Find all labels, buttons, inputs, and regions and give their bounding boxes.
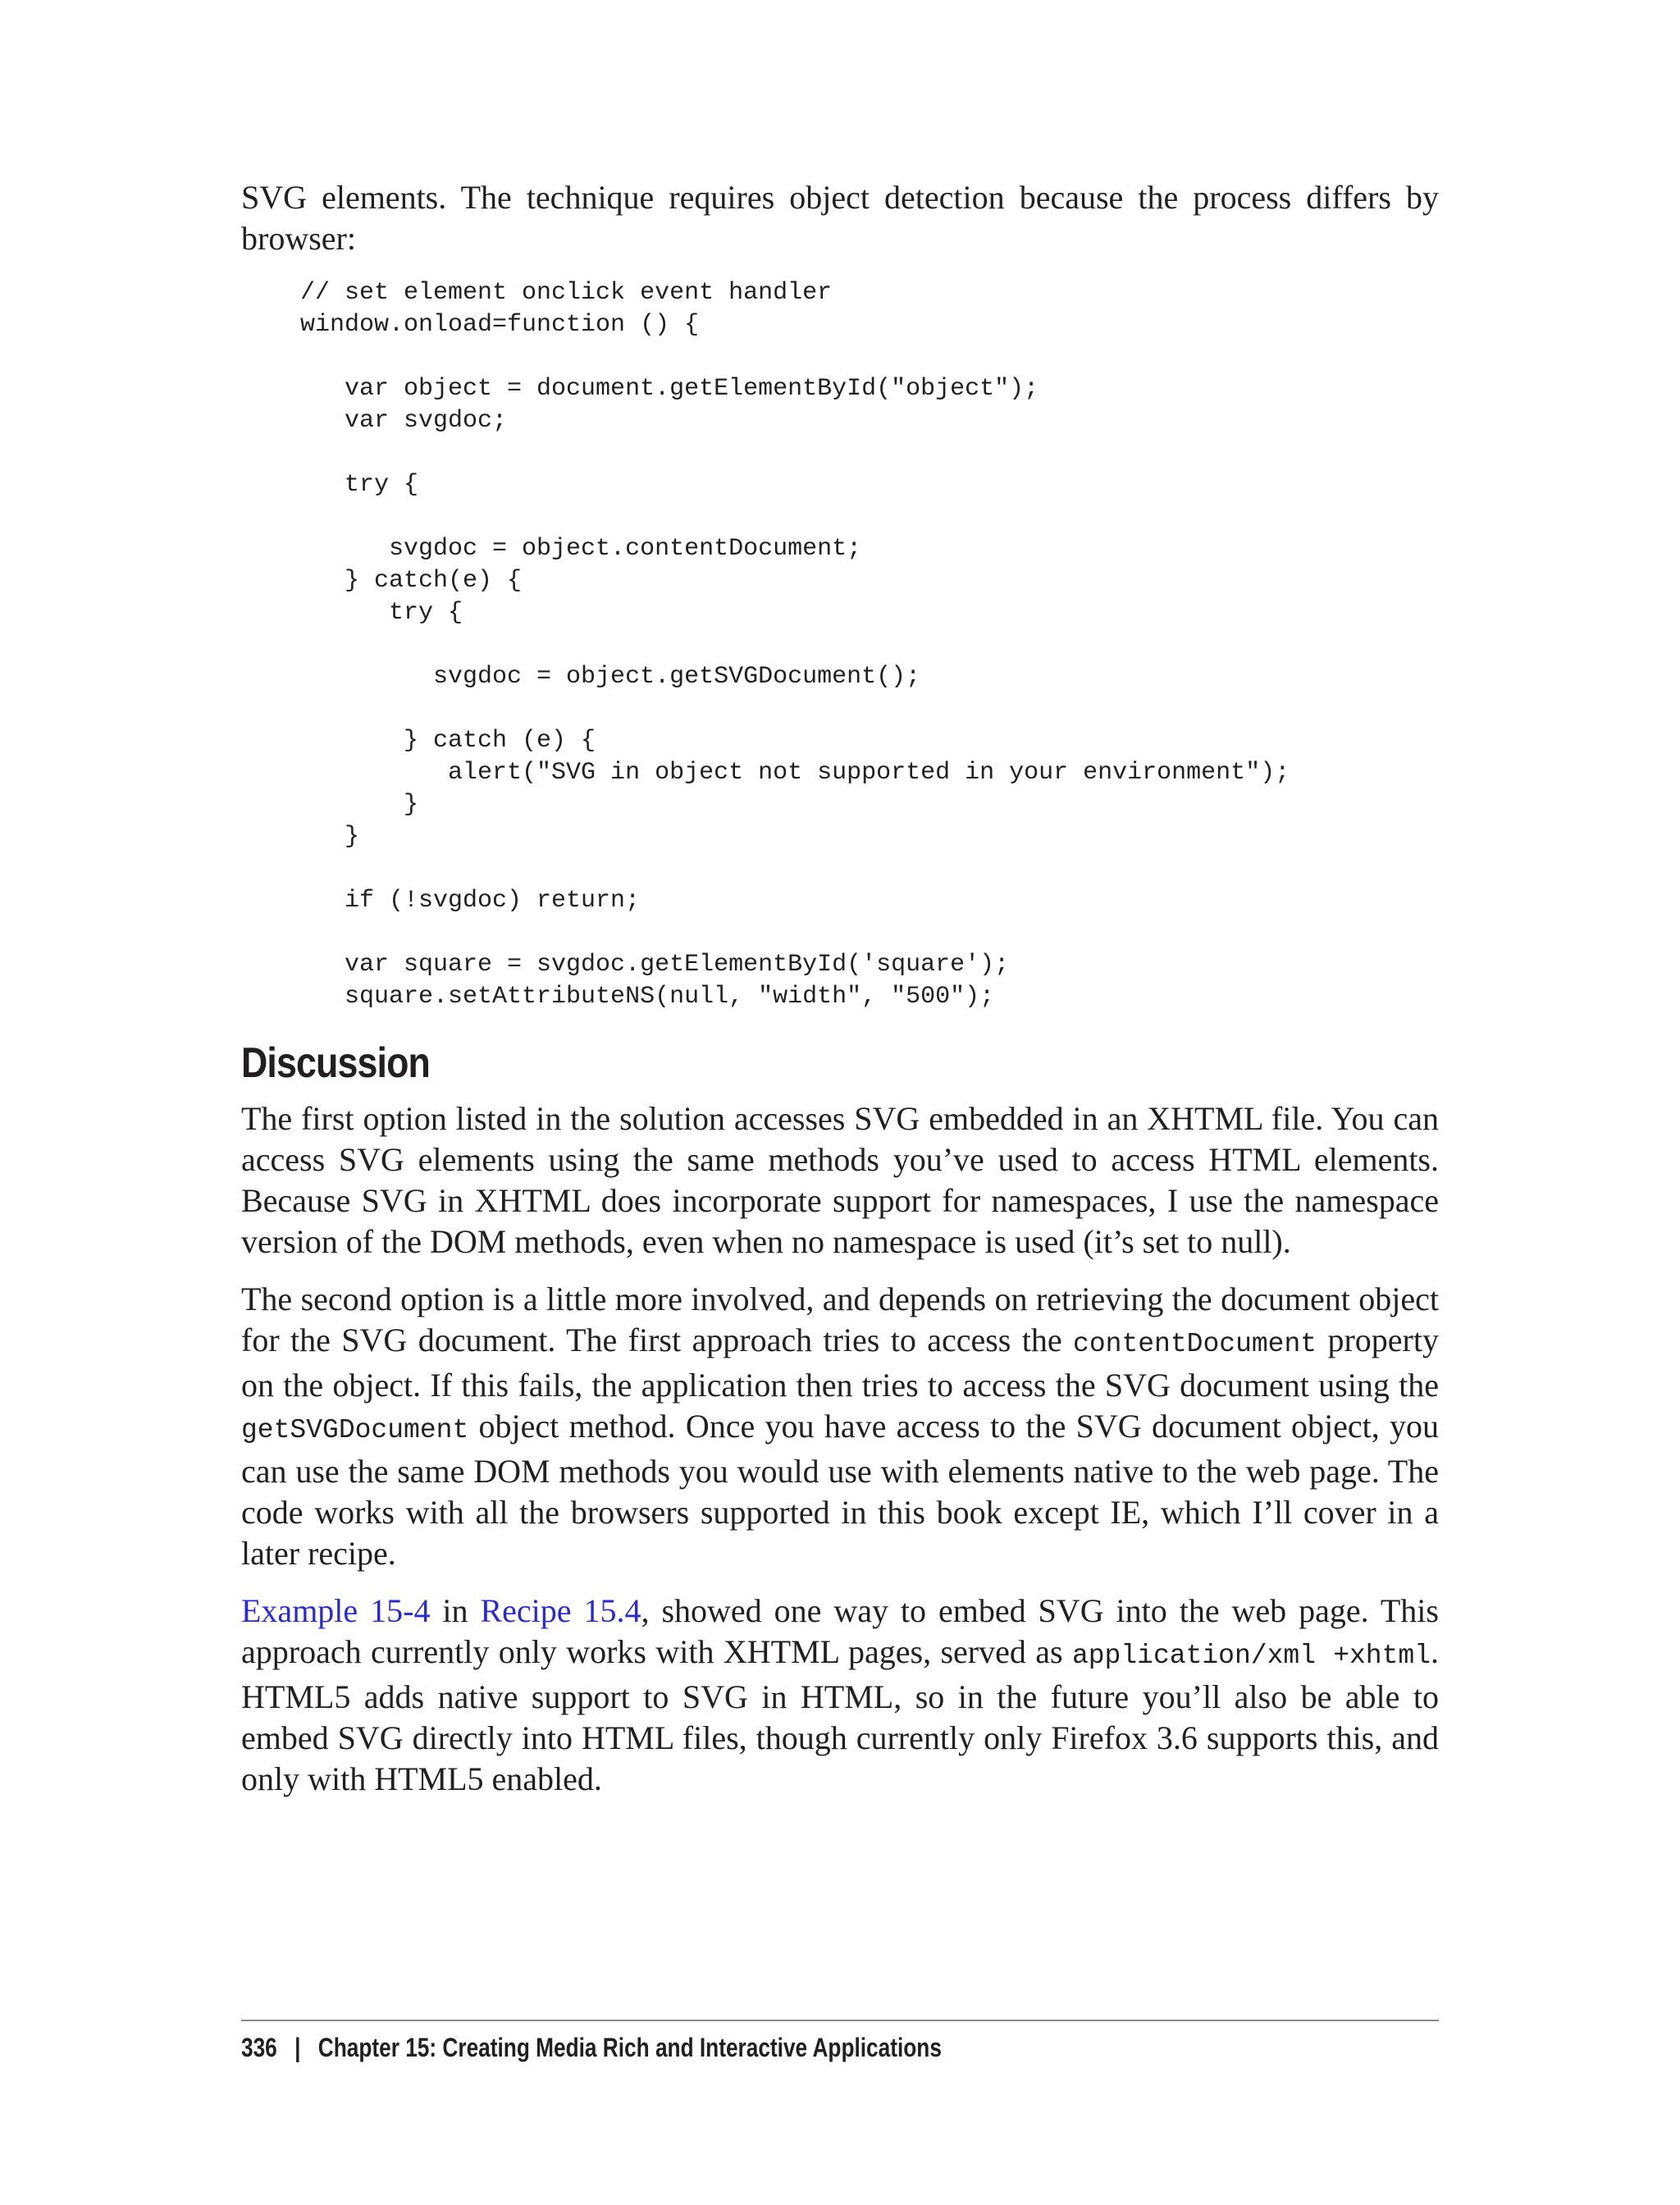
code-line: } — [300, 791, 419, 819]
chapter-title: Chapter 15: Creating Media Rich and Interactive Applications — [317, 2033, 942, 2062]
discussion-paragraph-2 — [241, 1279, 1439, 1574]
inline-code-contentdocument: contentDocument — [1073, 1329, 1317, 1359]
code-line: var svgdoc; — [300, 407, 508, 435]
intro-paragraph: SVG elements. The technique requires object detection because the process differs by browser: — [241, 179, 1439, 257]
code-line — [300, 501, 1439, 533]
inline-code-getsvgdocument: getSVGDocument — [241, 1415, 469, 1445]
code-line: } catch (e) { — [300, 727, 596, 755]
code-line: var object = document.getElementById("object"); — [300, 375, 1039, 403]
code-line: try { — [300, 471, 419, 499]
code-line: window.onload=function () { — [300, 311, 700, 339]
recipe-15-4-link[interactable]: Recipe 15.4 — [480, 1592, 641, 1629]
example-15-4-link[interactable]: Example 15-4 — [241, 1592, 431, 1629]
discussion-paragraph-3 — [241, 1591, 1439, 1800]
code-line — [300, 693, 1439, 725]
code-line: } — [300, 823, 360, 851]
code-line: try { — [300, 599, 463, 627]
code-line: svgdoc = object.getSVGDocument(); — [300, 663, 921, 691]
code-line: alert("SVG in object not supported in your environment"); — [300, 759, 1290, 787]
code-line — [300, 341, 1439, 373]
footer-divider — [241, 2020, 1439, 2021]
code-line — [300, 917, 1439, 949]
page-number: 336 — [241, 2033, 277, 2062]
paragraph-text: The second option is a little more involved, and depends on retrieving the document object for the SVG document. The first approach tries to access the — [241, 1281, 1439, 1358]
code-line: if (!svgdoc) return; — [300, 887, 641, 915]
code-line — [300, 629, 1439, 661]
discussion-heading: Discussion — [241, 1039, 430, 1087]
code-line — [300, 437, 1439, 469]
code-line: var square = svgdoc.getElementById('square'); — [300, 951, 1010, 979]
code-listing — [300, 277, 1439, 1013]
code-line: svgdoc = object.contentDocument; — [300, 535, 862, 563]
inline-code-mime-type: application/xml +xhtml — [1071, 1641, 1431, 1671]
page-footer — [241, 2029, 942, 2066]
footer-separator: | — [294, 2033, 301, 2062]
paragraph-text: property on the object. If this fails, the application then tries to access the SVG document using the — [241, 1322, 1439, 1404]
paragraph-text: . HTML5 adds native support to SVG in HTML, so in the future you’ll also be able to embed SVG directly into HTML files, though currently only Firefox 3.6 supports this, and only with HTML5 enabled. — [241, 1633, 1440, 1797]
code-line: } catch(e) { — [300, 567, 523, 595]
paragraph-text: in — [430, 1592, 481, 1629]
discussion-paragraph-1: The first option listed in the solution accesses SVG embedded in an XHTML file. You can access SVG elements using the same methods you’ve used to access HTML elements. Because SVG in XHTML does incorporate support for namespaces, I use the namespace version of the DOM methods, even when no namespace is used (it’s set to null). — [241, 1100, 1439, 1260]
paragraph-text: object method. Once you have access to the SVG document object, you can use the same DOM methods you would use with elements native to the web page. The code works with all the browsers supported in this book except IE, which I’ll cover in a later recipe. — [241, 1408, 1439, 1572]
code-line: // set element onclick event handler — [300, 279, 833, 307]
page-content — [241, 177, 1439, 1800]
code-line — [300, 853, 1439, 885]
paragraph-text: , showed one way to embed SVG into the web page. This approach currently only works with XHTML pages, served as — [241, 1592, 1439, 1670]
code-line: square.setAttributeNS(null, "width", "500"); — [300, 983, 995, 1011]
